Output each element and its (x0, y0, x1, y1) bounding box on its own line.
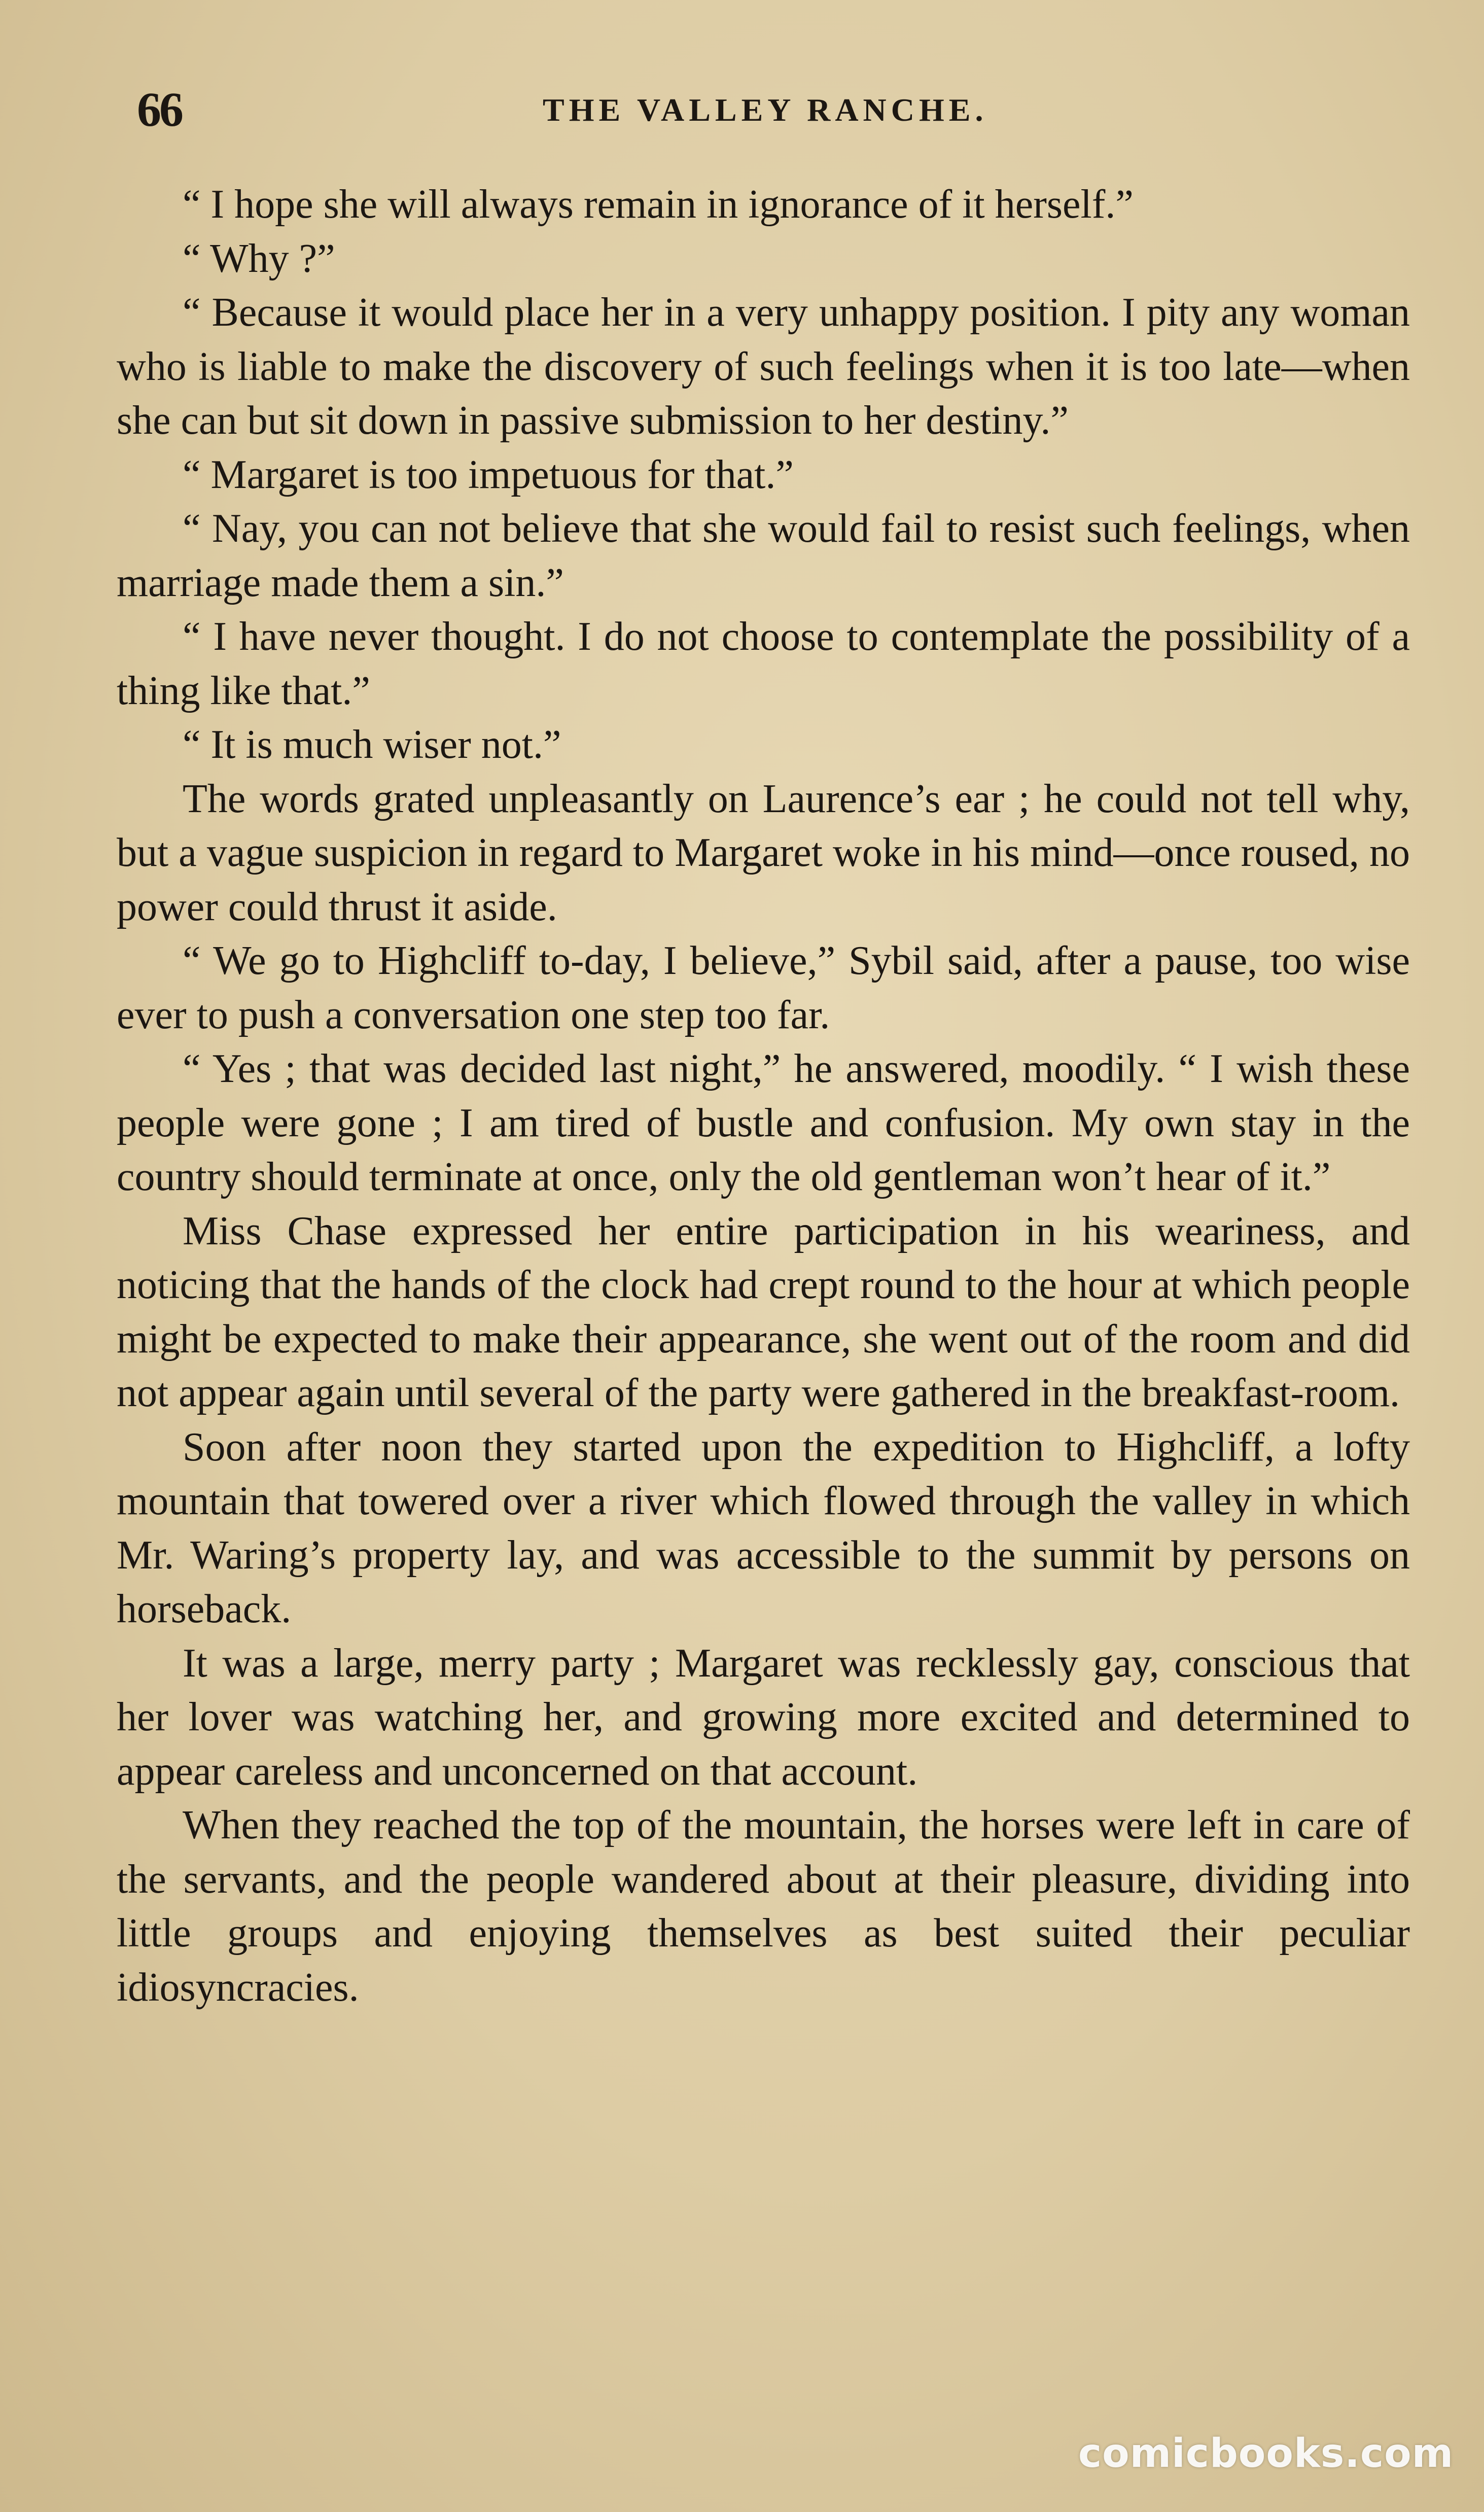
page-header (137, 81, 1383, 137)
paragraph: “ Nay, you can not believe that she would fail to resist such feelings, when marriage made them a sin.” (117, 506, 1410, 605)
paragraph: Miss Chase expressed her entire participation in his weariness, and noticing that the hands of the clock had crept round to the hour at which people might be expected to make their appearance, she went out of the room and did not appear again until several of the party were gathered in the breakfast-room. (117, 1208, 1410, 1415)
paragraph: “ Because it would place her in a very unhappy position. I pity any woman who is liable to make the discovery of such feelings when it is too late—when she can but sit down in passive submission to her destiny.” (117, 290, 1410, 443)
running-head: THE VALLEY RANCHE. (543, 92, 988, 128)
watermark: comicbooks.com (1078, 2431, 1454, 2476)
paragraph: “ We go to Highcliff to-day, I believe,” Sybil said, after a pause, too wise ever to push a conversation one step too far. (117, 938, 1410, 1037)
paragraph: When they reached the top of the mountain, the horses were left in care of the servants, and the people wandered about at their pleasure, dividing into little groups and enjoying themselves as best suited their peculiar idiosyncracies. (117, 1803, 1410, 2010)
page-number: 66 (137, 82, 182, 136)
paragraph: “ Why ?” (183, 236, 335, 281)
paragraph: It was a large, merry party ; Margaret was recklessly gay, conscious that her lover was watching her, and growing more excited and determined to appear careless and unconcerned on that account. (117, 1641, 1410, 1794)
paragraph: “ I have never thought. I do not choose to contemplate the possibility of a thing like that.” (117, 614, 1410, 713)
paragraph: “ Yes ; that was decided last night,” he answered, moodily. “ I wish these people were gone ; I am tired of bustle and confusion. My own stay in the country should terminate at once, only the old gentleman won’t hear of it.” (117, 1046, 1410, 1199)
paragraph: The words grated unpleasantly on Laurence’s ear ; he could not tell why, but a vague suspicion in regard to Margaret woke in his mind—once roused, no power could thrust it aside. (117, 776, 1410, 929)
paragraph: “ It is much wiser not.” (183, 722, 561, 767)
body-text (117, 178, 1410, 2014)
paragraph: Soon after noon they started upon the expedition to Highcliff, a lofty mountain that towered over a river which flowed through the valley in which Mr. Waring’s property lay, and was accessible to the summit by persons on horseback. (117, 1424, 1410, 1631)
paragraph: “ Margaret is too impetuous for that.” (183, 452, 794, 497)
paragraph: “ I hope she will always remain in ignorance of it herself.” (183, 182, 1134, 227)
